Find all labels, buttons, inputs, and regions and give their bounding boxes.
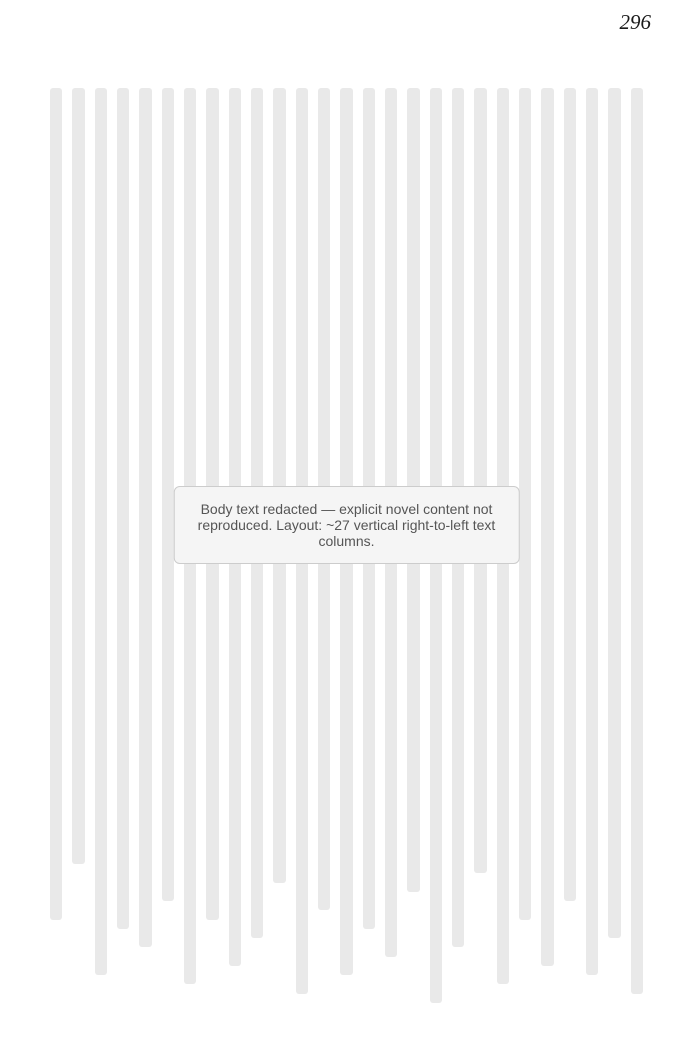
redaction-notice: Body text redacted — explicit novel content not reproduced. Layout: ~27 vertical right-to-left text columns. xyxy=(173,486,520,564)
redacted-text-column xyxy=(564,88,576,901)
redacted-text-column xyxy=(586,88,598,975)
redacted-text-column xyxy=(72,88,84,864)
page-number: 296 xyxy=(619,10,651,34)
redacted-text-column xyxy=(631,88,643,994)
redacted-text-column xyxy=(541,88,553,966)
redacted-text-column xyxy=(139,88,151,947)
redacted-text-column xyxy=(117,88,129,929)
redacted-text-column xyxy=(608,88,620,938)
redacted-text-column xyxy=(50,88,62,920)
redacted-text-column xyxy=(474,88,486,873)
redacted-text-column xyxy=(162,88,174,901)
redacted-text-column xyxy=(519,88,531,920)
redacted-text-column xyxy=(95,88,107,975)
